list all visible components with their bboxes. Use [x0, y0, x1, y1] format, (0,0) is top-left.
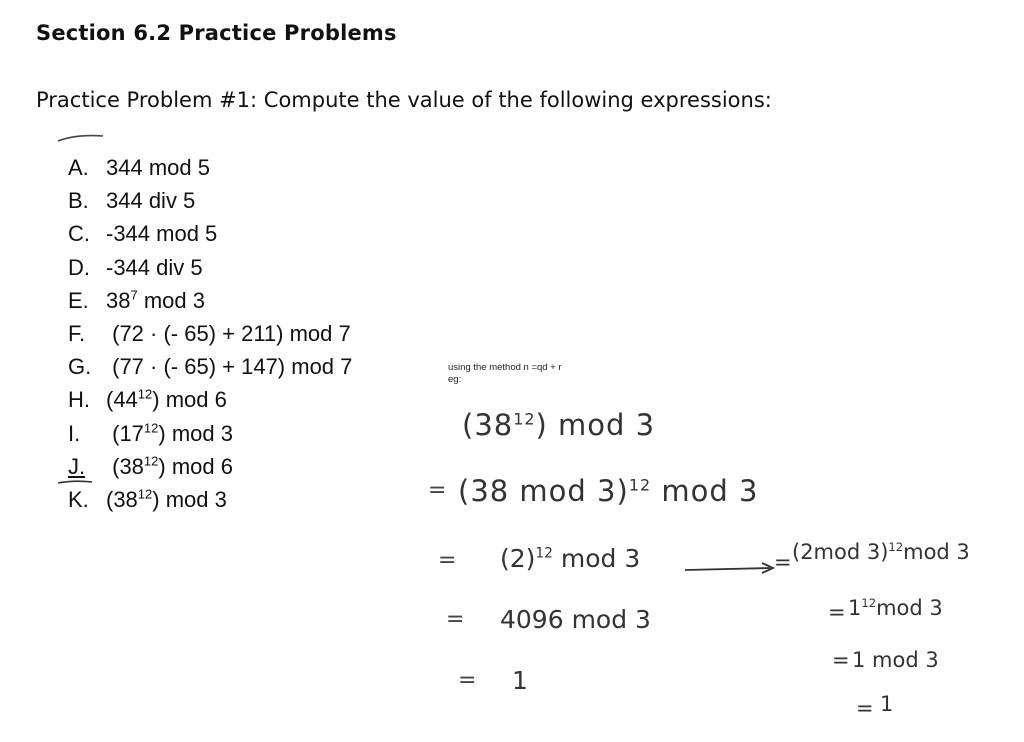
list-item [68, 251, 352, 284]
list-item [68, 151, 352, 184]
equals-sign: = [438, 548, 457, 573]
item-pre: (44 [106, 387, 138, 413]
item-expression: 344 mod 5 [106, 155, 210, 180]
pen-stroke-decoration [56, 477, 96, 487]
item-expression: (77 · (- 65) + 147) mod 7 [106, 354, 353, 380]
list-item [68, 317, 352, 350]
work-alt-3: 1 mod 3 [852, 648, 939, 672]
equals-sign: = [828, 600, 846, 624]
item-letter: B. [68, 188, 89, 214]
item-letter: E. [68, 287, 89, 313]
work-step-2 [500, 544, 640, 573]
work-pre: (38 mod 3) [458, 474, 629, 508]
equals-sign: = [832, 648, 850, 672]
work-exponent: 12 [513, 409, 536, 429]
item-pre: (17 [106, 420, 144, 446]
item-letter: J. [68, 453, 86, 479]
work-pre: 1 [848, 596, 862, 620]
item-exponent: 12 [143, 420, 159, 436]
work-exponent: 12 [628, 475, 652, 495]
list-item [68, 417, 352, 450]
work-step-4: 1 [512, 666, 528, 695]
item-rest: ) mod 6 [152, 387, 227, 413]
problem-list [68, 151, 352, 516]
problem-heading: Practice Problem #1: Compute the value of the following expressions: [36, 88, 772, 112]
pen-stroke-decoration [56, 132, 106, 144]
equals-sign: = [458, 668, 477, 693]
list-item [68, 350, 352, 383]
work-pre: (2) [500, 544, 536, 573]
item-expression: -344 div 5 [106, 254, 203, 280]
method-note-line: eg: [448, 374, 462, 385]
work-pre: (38 [462, 408, 514, 442]
work-pre: (2mod 3) [792, 540, 889, 564]
work-step-1 [458, 474, 758, 508]
arrow-right-icon [682, 558, 782, 578]
item-letter: F. [68, 320, 86, 346]
list-item [68, 284, 352, 317]
work-exponent: 12 [535, 545, 553, 562]
work-exponent: 12 [888, 540, 904, 554]
item-letter: C. [68, 221, 90, 247]
item-exponent: 12 [143, 453, 159, 469]
work-alt-4: 1 [880, 692, 894, 716]
work-rest: ) mod 3 [535, 408, 656, 442]
item-pre: (38 [106, 486, 138, 512]
section-title: Section 6.2 Practice Problems [36, 21, 397, 45]
equals-sign: = [446, 607, 465, 632]
item-pre: (38 [106, 453, 144, 479]
method-note-line: using the method n =qd + r [448, 362, 562, 373]
item-base: 38 [106, 287, 131, 313]
item-exponent: 12 [137, 486, 153, 502]
item-letter: I. [68, 420, 81, 446]
list-item [68, 450, 352, 483]
item-rest: mod 3 [137, 287, 205, 313]
item-exponent: 12 [137, 386, 153, 402]
work-alt-1 [792, 540, 970, 564]
item-rest: ) mod 6 [158, 453, 233, 479]
item-rest: ) mod 3 [152, 486, 227, 512]
list-item [68, 184, 352, 217]
item-letter: G. [68, 354, 92, 380]
equals-sign: = [856, 696, 874, 720]
work-rest: mod 3 [552, 544, 641, 573]
work-rest: mod 3 [903, 540, 970, 564]
item-letter: A. [68, 155, 89, 180]
work-step-3: 4096 mod 3 [500, 605, 651, 634]
item-letter: K. [68, 486, 89, 512]
item-rest: ) mod 3 [158, 420, 233, 446]
work-exponent: 12 [861, 596, 877, 610]
equals-sign: = [774, 550, 792, 574]
work-alt-2 [848, 596, 943, 620]
list-item [68, 383, 352, 416]
equals-sign: = [428, 478, 447, 503]
list-item [68, 483, 352, 516]
item-letter: D. [68, 254, 90, 280]
item-exponent: 7 [130, 287, 138, 303]
method-note [448, 362, 562, 386]
list-item [68, 217, 352, 250]
item-expression: -344 mod 5 [106, 221, 218, 247]
item-letter: H. [68, 387, 90, 413]
work-rest: mod 3 [876, 596, 943, 620]
work-step-0 [462, 408, 655, 442]
item-expression: 344 div 5 [106, 188, 196, 214]
item-expression: (72 · (- 65) + 211) mod 7 [106, 320, 351, 346]
work-rest: mod 3 [651, 474, 759, 508]
